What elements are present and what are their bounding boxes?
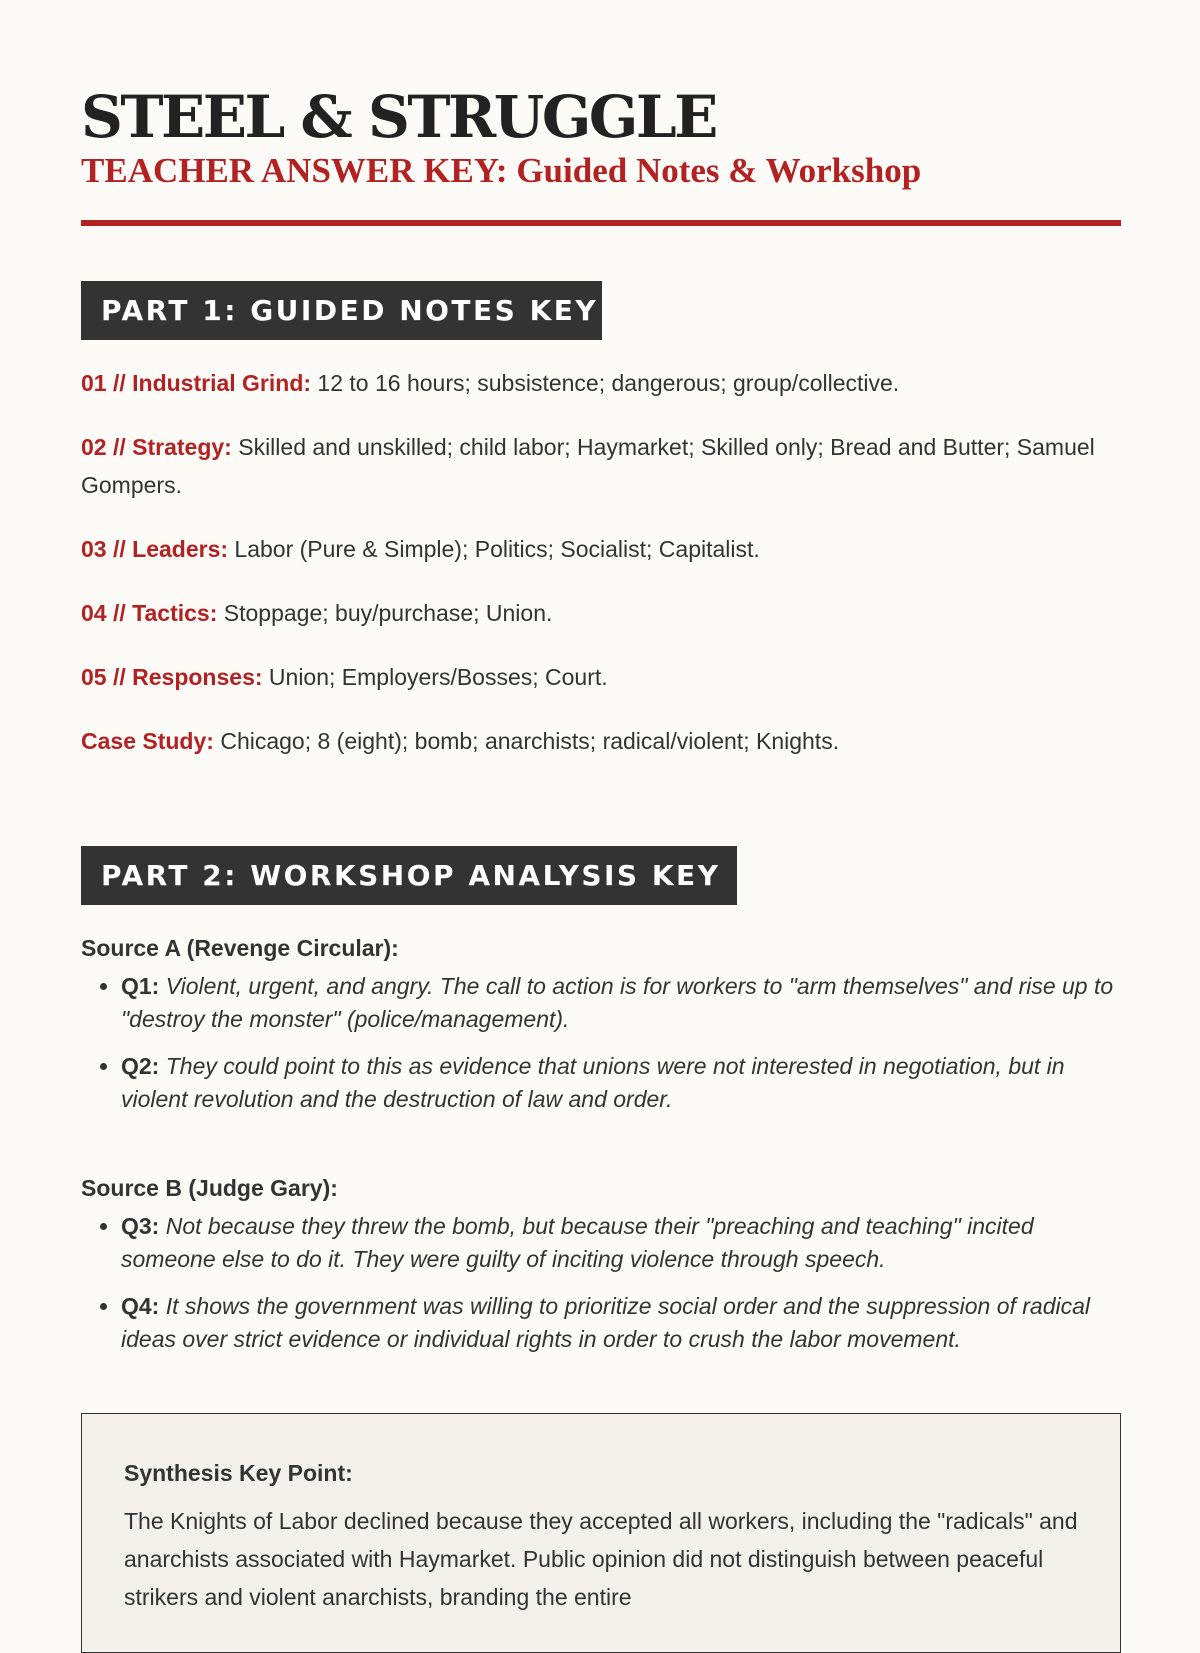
note-label: 05 // Responses: — [81, 664, 263, 690]
note-label: 04 // Tactics: — [81, 600, 218, 626]
guided-notes-list — [81, 364, 1121, 786]
part1-heading: PART 1: GUIDED NOTES KEY — [81, 281, 602, 340]
note-label: 03 // Leaders: — [81, 536, 229, 562]
page-title: STEEL & STRUGGLE — [81, 83, 716, 151]
header-divider — [81, 220, 1121, 226]
note-answer: Chicago; 8 (eight); bomb; anarchists; radical/violent; Knights. — [213, 728, 840, 754]
answer-text: It shows the government was willing to prioritize social order and the suppression of radical ideas over strict evidence or individual rights in order to crush the labor movement. — [121, 1293, 1091, 1352]
answer-item — [121, 1210, 1121, 1276]
synthesis-box — [81, 1413, 1121, 1653]
source-a-section — [81, 930, 1121, 1130]
note-label: Case Study: — [81, 728, 214, 754]
answer-item — [121, 1290, 1121, 1356]
note-answer: Stoppage; buy/purchase; Union. — [217, 600, 553, 626]
page-subtitle: TEACHER ANSWER KEY: Guided Notes & Workshop — [81, 151, 922, 190]
answer-text: Violent, urgent, and angry. The call to action is for workers to "arm themselves" and rise up to "destroy the monster" (police/management). — [121, 973, 1114, 1032]
answer-item — [121, 1050, 1121, 1116]
note-answer: Skilled and unskilled; child labor; Haymarket; Skilled only; Bread and Butter; Samuel Gompers. — [81, 434, 1095, 498]
answer-list — [81, 1210, 1121, 1356]
synthesis-text: The Knights of Labor declined because they accepted all workers, including the "radicals" and anarchists associated with Haymarket. Public opinion did not distinguish between peaceful strikers and violent anarchists, branding the entire — [124, 1508, 1078, 1610]
part2-heading: PART 2: WORKSHOP ANALYSIS KEY — [81, 846, 737, 905]
question-label: Q4: — [121, 1293, 160, 1319]
note-label: 02 // Strategy: — [81, 434, 232, 460]
source-b-section — [81, 1170, 1121, 1370]
question-label: Q2: — [121, 1053, 160, 1079]
question-label: Q3: — [121, 1213, 160, 1239]
note-responses — [81, 658, 1121, 696]
source-title: Source B (Judge Gary): — [81, 1175, 338, 1201]
question-label: Q1: — [121, 973, 160, 999]
note-leaders — [81, 530, 1121, 568]
note-strategy — [81, 428, 1121, 504]
synthesis-title: Synthesis Key Point: — [124, 1460, 353, 1486]
note-case-study — [81, 722, 1121, 760]
note-answer: Union; Employers/Bosses; Court. — [262, 664, 608, 690]
answer-text: They could point to this as evidence that unions were not interested in negotiation, but in violent revolution and the destruction of law and order. — [121, 1053, 1065, 1112]
source-title: Source A (Revenge Circular): — [81, 935, 399, 961]
note-answer: Labor (Pure & Simple); Politics; Socialist; Capitalist. — [228, 536, 760, 562]
note-industrial-grind — [81, 364, 1121, 402]
answer-text: Not because they threw the bomb, but because their "preaching and teaching" incited someone else to do it. They were guilty of inciting violence through speech. — [121, 1213, 1034, 1272]
answer-item — [121, 970, 1121, 1036]
note-label: 01 // Industrial Grind: — [81, 370, 312, 396]
note-answer: 12 to 16 hours; subsistence; dangerous; group/collective. — [311, 370, 900, 396]
answer-list — [81, 970, 1121, 1116]
note-tactics — [81, 594, 1121, 632]
